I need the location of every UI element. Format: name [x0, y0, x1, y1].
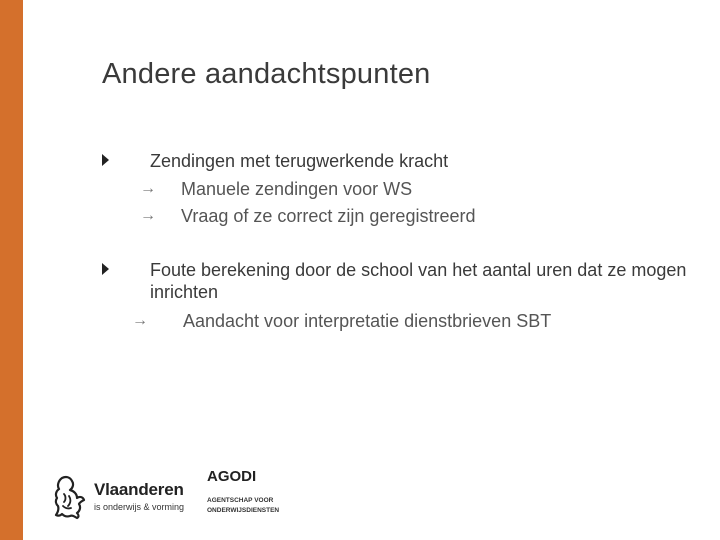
bullet-2-text: Foute berekening door de school van het aantal uren dat ze mogen inrichten: [150, 260, 687, 302]
agodi-name: AGODI: [207, 468, 257, 485]
vlaanderen-name: Vlaanderen: [94, 480, 184, 499]
sub-bullet-1-2: Vraag of ze correct zijn geregistreerd: [181, 206, 476, 226]
agodi-subtitle: [207, 496, 297, 516]
bullet-2-triangle-icon: [102, 263, 109, 275]
sub-1-1-arrow-icon: →: [140, 180, 156, 197]
sub-bullet-1-1: Manuele zendingen voor WS: [181, 179, 413, 199]
slide-title: Andere aandachtspunten: [102, 58, 431, 90]
agodi-subtitle-line-2: ONDERWIJSDIENSTEN: [207, 507, 280, 514]
sub-1-2-arrow-icon: →: [140, 207, 156, 224]
footer-logos: [48, 468, 298, 524]
agodi-subtitle-line-1: AGENTSCHAP VOOR: [207, 497, 274, 504]
accent-side-bar: [0, 0, 23, 540]
flemish-lion-icon: [52, 474, 88, 520]
bullet-1-triangle-icon: [102, 154, 109, 166]
bullet-1-text: Zendingen met terugwerkende kracht: [150, 151, 449, 171]
sub-2-1-arrow-icon: →: [132, 312, 148, 329]
sub-bullet-2-1: Aandacht voor interpretatie dienstbrieven SBT: [183, 311, 552, 331]
vlaanderen-subtitle: is onderwijs & vorming: [94, 502, 185, 512]
